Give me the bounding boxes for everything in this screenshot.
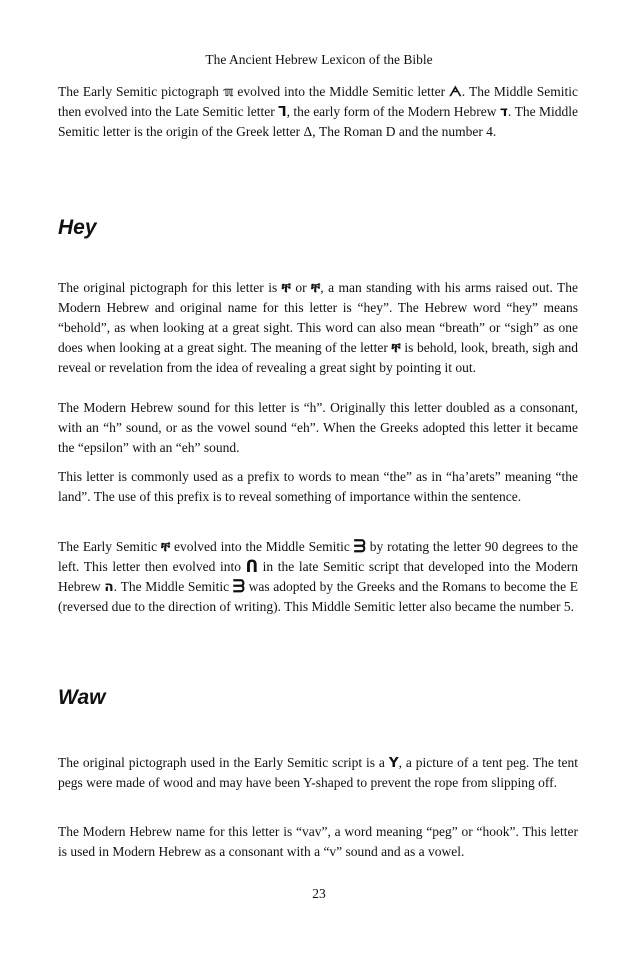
waw-section-name: [58, 822, 578, 862]
running-head: The Ancient Hebrew Lexicon of the Bible: [205, 52, 433, 67]
section-heading-waw: Waw: [58, 686, 106, 709]
hey-paragraph-2: The Modern Hebrew sound for this letter is “h”. Originally this letter doubled as a consonant, with an “h” sound, or as the vowel sound “eh”. When the Greeks adopted this letter it became the “epsilon” with an “eh” sound.: [58, 400, 578, 455]
early-semitic-dalet-glyph: ℼ: [222, 84, 234, 100]
hey-section-sound: [58, 398, 578, 458]
early-semitic-hey-glyph-alt: ቸ: [311, 280, 321, 296]
middle-semitic-hey-glyph: ᗱ: [232, 577, 246, 597]
dalet-paragraph: [58, 82, 578, 142]
hey-section: [58, 278, 578, 378]
early-semitic-hey-glyph: ቸ: [391, 340, 401, 356]
hey-paragraph-4: [58, 537, 578, 617]
section-heading-hey: Hey: [58, 216, 97, 239]
modern-hebrew-hey-glyph: ה: [104, 579, 114, 595]
text-run: by rotating the letter 90 degrees to the left. This letter then evolved into: [58, 539, 578, 574]
waw-paragraph-2: The Modern Hebrew name for this letter is “vav”, a word meaning “peg” or “hook”. This letter is used in Modern Hebrew as a consonant with a “v” sound and as a vowel.: [58, 824, 578, 859]
text-run: or: [290, 280, 311, 295]
text-run: . The Middle Semitic then evolved into the Late Semitic letter: [58, 84, 579, 119]
hey-section-prefix: [58, 467, 578, 507]
text-run: , a picture of a tent peg. The tent pegs were made of wood and may have been Y-shaped to prevent the rope from slipping off.: [58, 755, 578, 790]
hey-paragraph-3: This letter is commonly used as a prefix to words to mean “the” as in “ha’arets” meaning “the land”. The use of this prefix is to reveal something of importance within the sentence.: [58, 469, 578, 504]
middle-semitic-dalet-glyph: ᗅ: [448, 84, 462, 100]
text-run: The Early Semitic: [58, 539, 161, 554]
modern-hebrew-dalet-glyph: ד: [499, 104, 508, 120]
text-run: in the late Semitic script that developed into the Modern Hebrew: [58, 559, 578, 594]
text-run: , the early form of the Modern Hebrew: [286, 104, 500, 119]
text-run: The original pictograph used in the Early Semitic script is a: [58, 755, 389, 770]
middle-semitic-hey-glyph: ᗱ: [353, 537, 366, 557]
text-run: . The Middle Semitic letter is the origin of the Greek letter Δ, The Roman D and the number 4.: [58, 104, 578, 139]
hey-paragraph-1: [58, 278, 578, 378]
early-semitic-waw-glyph: Y: [388, 755, 399, 771]
text-run: evolved into the Middle Semitic: [170, 539, 354, 554]
hey-section-evolution: [58, 537, 578, 617]
text-run: The Early Semitic pictograph: [58, 84, 223, 99]
text-run: was adopted by the Greeks and the Romans to become the E (reversed due to the direction of writing). This Middle Semitic letter also became the number 5.: [58, 579, 578, 614]
late-semitic-dalet-glyph: ᒣ: [278, 104, 287, 120]
waw-paragraph-1: [58, 753, 578, 793]
text-run: . The Middle Semitic: [113, 579, 233, 594]
early-semitic-hey-glyph: ቸ: [160, 539, 171, 555]
text-run: is behold, look, breath, sigh and reveal or revelation from the idea of revealing a great sight by pointing it out.: [58, 340, 578, 375]
text-run: , a man standing with his arms raised out. The Modern Hebrew and original name for this letter is “hey”. The Hebrew word “hey” means “behold”, as when looking at a great sight. This word can also mean “breath” or “sigh” as one does when looking at a great sight. The meaning of the letter: [58, 280, 578, 355]
waw-section: [58, 753, 578, 793]
early-semitic-hey-glyph: ቸ: [281, 280, 291, 296]
text-run: The original pictograph for this letter is: [58, 280, 282, 295]
dalet-section: [58, 82, 578, 142]
page-number: 23: [312, 886, 326, 901]
late-semitic-hey-glyph: Ո: [245, 557, 259, 577]
text-run: evolved into the Middle Semitic letter: [233, 84, 449, 99]
